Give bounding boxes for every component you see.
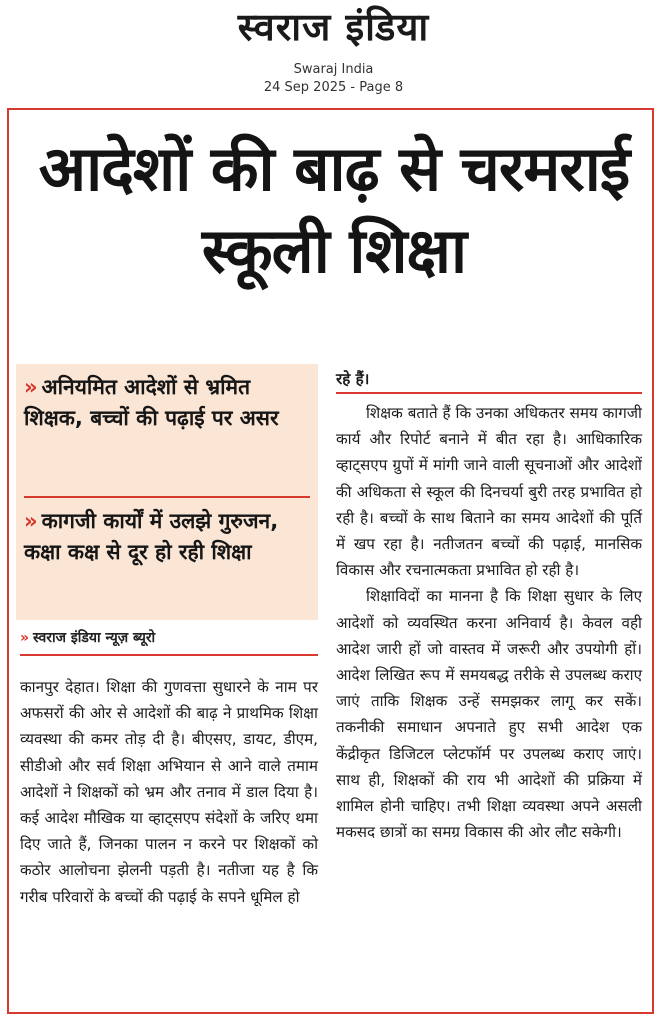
byline-text: स्वराज इंडिया न्यूज़ ब्यूरो	[33, 630, 156, 646]
kicker-text: कागजी कार्यों में उलझे गुरुजन, कक्षा कक्ष से दूर हो रही शिक्षा	[24, 509, 279, 564]
article-headline: आदेशों की बाढ़ से चरमराई स्कूली शिक्षा	[38, 132, 630, 287]
kicker-arrow-icon: »	[24, 509, 38, 533]
masthead	[0, 0, 667, 108]
byline	[20, 628, 318, 648]
kicker-2	[24, 506, 316, 568]
kicker-1	[24, 372, 316, 434]
body-column-right-continuation: रहे हैं।	[336, 370, 370, 388]
newspaper-name: स्वराज इंडिया	[237, 5, 430, 49]
byline-arrow-icon: »	[20, 630, 30, 646]
kicker-arrow-icon: »	[24, 375, 38, 399]
edition-date-page: 24 Sep 2025 - Page 8	[263, 80, 404, 95]
byline-divider	[20, 654, 318, 656]
body-paragraph: शिक्षाविदों का मानना है कि शिक्षा सुधार के लिए आदेशों को व्यवस्थित करना अनिवार्य है। केवल वही आदेश जारी हों जो वास्तव में जरूरी और उपयोगी हों। आदेश लिखित रूप में समयबद्ध तरीके से उपलब्ध कराए जाएं ताकि शिक्षक उन्हें समझकर लागू कर सकें। तकनीकी समाधान अपनाते हुए सभी आदेश एक केंद्रीकृत डिजिटल प्लेटफॉर्म पर उपलब्ध कराए जाएं। साथ ही, शिक्षकों की राय भी आदेशों की प्रक्रिया में शामिल होनी चाहिए। तभी शिक्षा व्यवस्था अपने असली मकसद छात्रों का समग्र विकास की ओर लौट सकेगी।	[336, 587, 642, 842]
column-divider	[336, 392, 642, 394]
kicker-divider	[24, 496, 310, 498]
body-column-left: कानपुर देहात। शिक्षा की गुणवत्ता सुधारने के नाम पर अफसरों की ओर से आदेशों की बाढ़ ने प्राथमिक शिक्षा व्यवस्था की कमर तोड़ दी है। बीएसए, डायट, डीएम, सीडीओ और सर्व शिक्षा अभियान से आने वाले तमाम आदेशों ने शिक्षकों को भ्रम और तनाव में डाल दिया है। कई आदेश मौखिक या व्हाट्सएप संदेशों के जरिए थमा दिए जाते हैं, जिनका पालन न करने पर शिक्षकों को कठोर आलोचना झेलनी पड़ती है। नतीजा यह है कि गरीब परिवारों के बच्चों की पढ़ाई के सपने धूमिल हो	[20, 678, 318, 906]
kicker-text: अनियमित आदेशों से भ्रमित शिक्षक, बच्चों की पढ़ाई पर असर	[24, 375, 279, 430]
newspaper-subtitle: Swaraj India	[293, 62, 374, 77]
body-column-right	[336, 400, 642, 845]
body-paragraph: शिक्षक बताते हैं कि उनका अधिकतर समय कागजी कार्य और रिपोर्ट बनाने में बीत रहा है। आधिकारिक व्हाट्सएप ग्रुपों में मांगी जाने वाली सूचनाओं और आदेशों की अधिकता से स्कूल की दिनचर्या बुरी तरह प्रभावित हो रही है। बच्चों के साथ बिताने का समय आदेशों की पूर्ति में खप रहा है। नतीजतन बच्चों की पढ़ाई, मानसिक विकास और रचनात्मकता प्रभावित हो रही है।	[336, 404, 642, 580]
